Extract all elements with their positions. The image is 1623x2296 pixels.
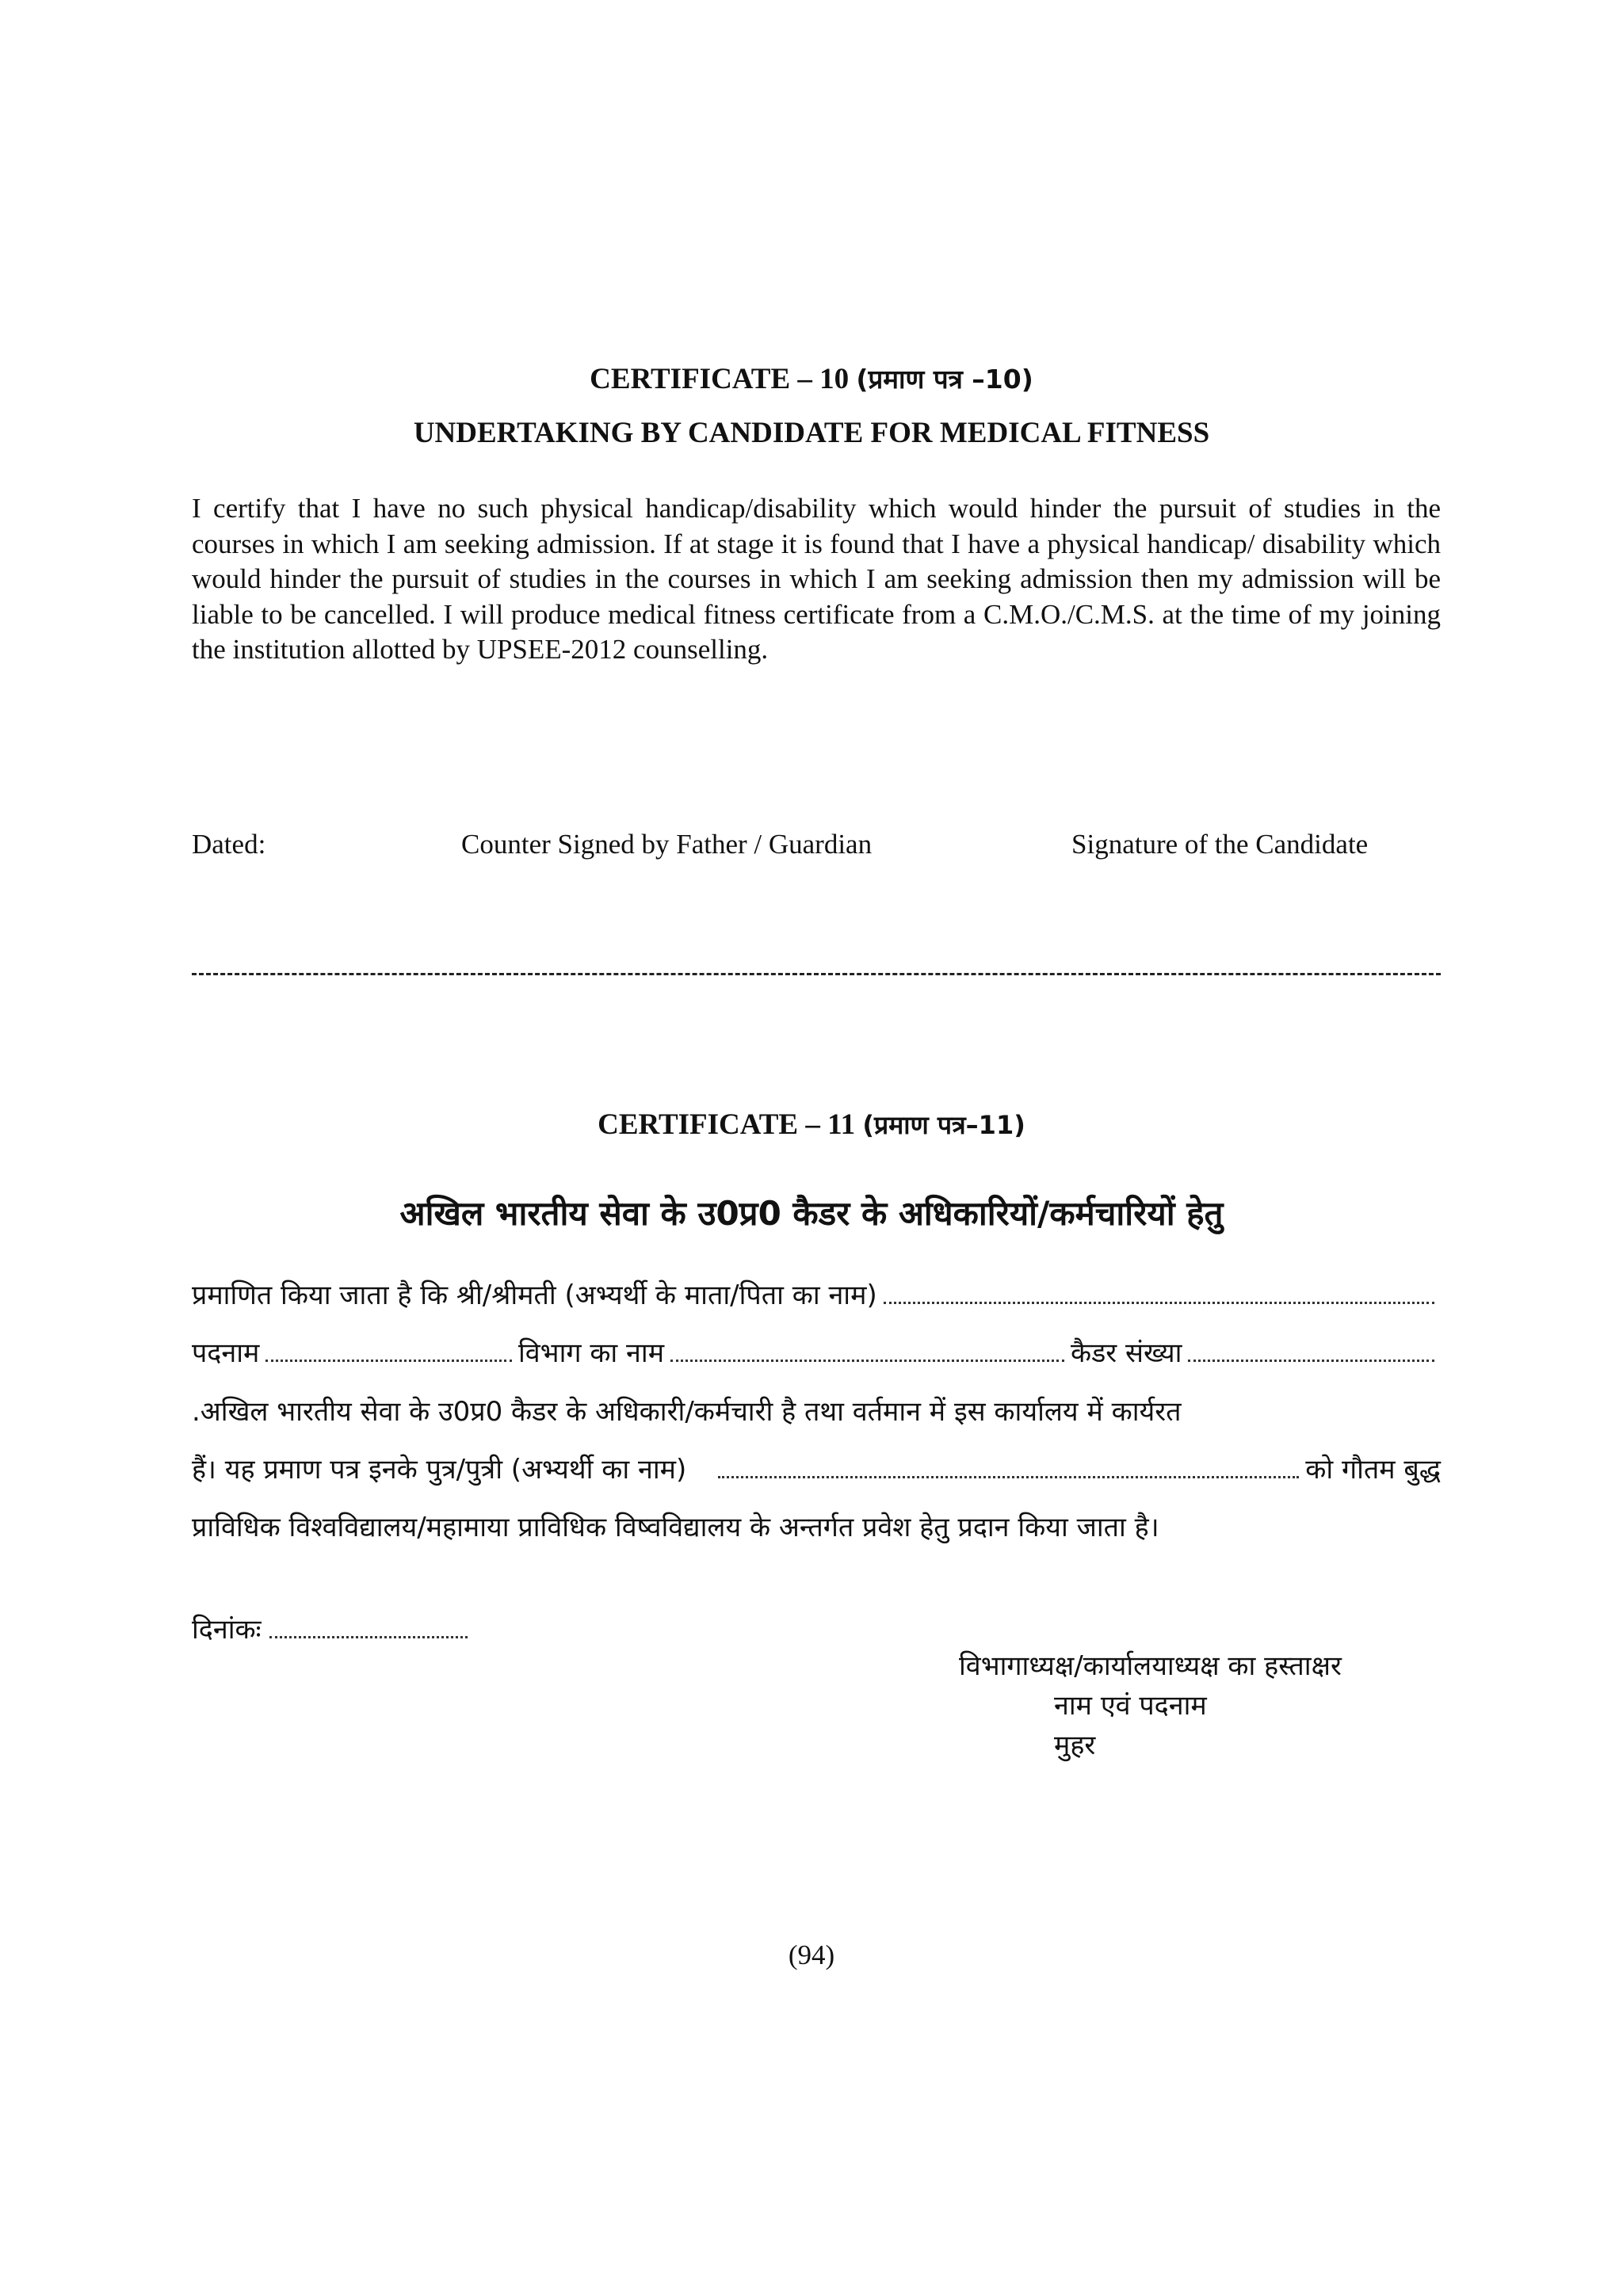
certificate-11-line-4 bbox=[192, 1450, 1441, 1486]
line-5-text: प्राविधिक विश्वविद्यालय/महामाया प्राविधिक विष्वविद्यालय के अन्तर्गत प्रवेश हेतु प्रदान किया जाता है। bbox=[192, 1512, 1159, 1543]
certificate-11-line-2 bbox=[192, 1333, 1441, 1370]
dated-label: Dated: bbox=[192, 829, 266, 860]
candidate-name-blank bbox=[718, 1476, 1299, 1478]
certificate-10-body: I certify that I have no such physical handicap/disability which would hinder the pursuit of studies in the courses in which I am seeking admission. If at stage it is found that I have a physical handicap/ disability which would hinder the pursuit of studies in the courses in which I am seeking admission then my admission will be liable to be cancelled. I will produce medical fitness certificate from a C.M.O./C.M.S. at the time of my joining the institution allotted by UPSEE-2012 counselling. bbox=[192, 493, 1441, 666]
page-number: (94) bbox=[788, 1939, 835, 1970]
countersign-label: Counter Signed by Father / Guardian bbox=[461, 829, 873, 860]
line-3-text: .अखिल भारतीय सेवा के उ0प्र0 कैडर के अधिकारी/कर्मचारी है तथा वर्तमान में इस कार्यालय में कार्यरत bbox=[192, 1396, 1182, 1428]
certificate-11-line-1 bbox=[192, 1276, 1441, 1312]
certificate-11-line-3 bbox=[192, 1392, 1441, 1428]
date-label: दिनांकः bbox=[192, 1614, 262, 1646]
certificate-10-title-en: CERTIFICATE – 10 bbox=[590, 363, 857, 395]
certificate-11-line-5 bbox=[192, 1508, 1441, 1544]
certificate-11-title bbox=[0, 1108, 1623, 1142]
line-4-text: हैं। यह प्रमाण पत्र इनके पुत्र/पुत्री (अभ्यर्थी का नाम) bbox=[192, 1454, 687, 1486]
cadre-number-label: कैडर संख्या bbox=[1071, 1337, 1182, 1369]
certificate-10-title bbox=[0, 360, 1623, 396]
certificate-11-date bbox=[192, 1610, 468, 1646]
candidate-signature-label: Signature of the Candidate bbox=[1071, 829, 1369, 860]
certificate-10-subtitle: UNDERTAKING BY CANDIDATE FOR MEDICAL FITNESS bbox=[413, 417, 1210, 449]
name-designation-label: नाम एवं पदनाम bbox=[1054, 1690, 1207, 1722]
certificate-11-title-en: CERTIFICATE – 11 bbox=[598, 1108, 863, 1141]
line-4-end-text: को गौतम बुद्ध bbox=[1305, 1454, 1441, 1486]
dashed-divider bbox=[192, 973, 1441, 975]
certificate-10-title-hi: (प्रमाण पत्र –10) bbox=[856, 364, 1033, 395]
department-blank bbox=[670, 1360, 1064, 1362]
designation-blank bbox=[265, 1360, 512, 1362]
date-blank bbox=[269, 1636, 468, 1638]
parent-name-blank bbox=[884, 1302, 1434, 1304]
head-signature-label: विभागाध्यक्ष/कार्यालयाध्यक्ष का हस्ताक्षर bbox=[959, 1650, 1342, 1682]
department-label: विभाग का नाम bbox=[517, 1337, 665, 1369]
cadre-number-blank bbox=[1188, 1360, 1434, 1362]
line-1-text: प्रमाणित किया जाता है कि श्री/श्रीमती (अभ्यर्थी के माता/पिता का नाम) bbox=[192, 1280, 877, 1311]
certificate-11-subtitle: अखिल भारतीय सेवा के उ0प्र0 कैडर के अधिकारियों/कर्मचारियों हेतु bbox=[399, 1194, 1224, 1233]
certificate-11-title-hi: (प्रमाण पत्र–11) bbox=[862, 1110, 1025, 1140]
designation-label: पदनाम bbox=[192, 1337, 260, 1369]
seal-label: मुहर bbox=[1054, 1730, 1096, 1761]
